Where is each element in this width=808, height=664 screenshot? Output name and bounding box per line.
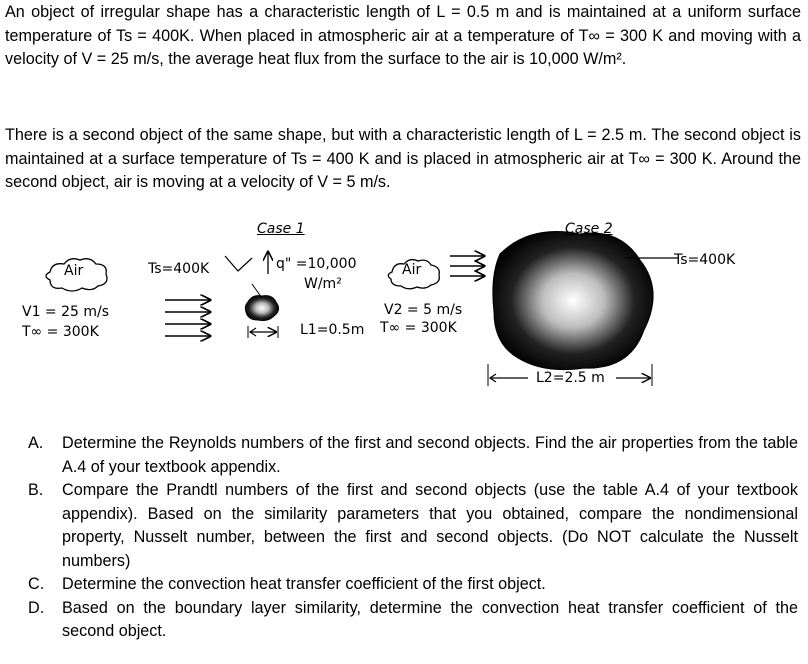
question-item <box>28 573 798 597</box>
case2-velocity: V2 = 5 m/s <box>384 302 463 318</box>
question-label: B. <box>28 481 44 499</box>
problem-paragraph-2: There is a second object of the same shape, but with a characteristic length of L = 2.5 m. The second object is maintained at a surface temperature of Ts = 400 K and is placed in atmospheric air at T∞ = 300 K. Around the second object, air is moving at a velocity of V = 5 m/s. <box>5 126 801 191</box>
case1-length: L1=0.5m <box>300 322 365 338</box>
case1-velocity: V1 = 25 m/s <box>22 304 110 320</box>
case1-heat-flux-unit: W/m² <box>304 276 342 292</box>
case1-surface-temp: Ts=400K <box>148 261 210 277</box>
case2-object <box>493 232 653 370</box>
question-text: Based on the boundary layer similarity, determine the convection heat transfer coefficient of the second object. <box>62 598 798 640</box>
question-text: Determine the Reynolds numbers of the first and second objects. Find the air properties from the table A.4 of your textbook appendix. <box>62 434 798 476</box>
case2-title: Case 2 <box>565 221 613 237</box>
case1-object <box>245 296 278 321</box>
case1-air-label: Air <box>64 263 84 279</box>
question-text: Determine the convection heat transfer coefficient of the first object. <box>62 575 546 593</box>
diagram-drawing <box>0 214 808 424</box>
question-label: C. <box>28 575 45 593</box>
question-list <box>28 432 798 644</box>
case1-title: Case 1 <box>257 221 305 237</box>
problem-paragraph-1: An object of irregular shape has a characteristic length of L = 0.5 m and is maintained at a uniform surface temperature of Ts = 400K. When placed in atmospheric air at a temperature of T∞ = 300 K and moving with a velocity of V = 25 m/s, the average heat flux from the surface to the air is 10,000 W/m². <box>5 3 801 68</box>
problem-diagram <box>0 214 808 424</box>
question-item <box>28 479 798 573</box>
question-item <box>28 597 798 644</box>
case2-length: L2=2.5 m <box>536 370 605 386</box>
case2-surface-temp: Ts=400K <box>674 252 736 268</box>
case2-temperature: T∞ = 300K <box>380 320 457 336</box>
question-label: A. <box>28 434 44 452</box>
case2-air-label: Air <box>402 262 422 278</box>
question-item <box>28 432 798 479</box>
question-text: Compare the Prandtl numbers of the first and second objects (use the table A.4 of your textbook appendix). Based on the similarity parameters that you obtained, compare the nondimensional property, Nusselt number, between the first and second objects. (Do NOT calculate the Nusselt numbers) <box>62 481 798 570</box>
case1-heat-flux: q" =10,000 <box>276 256 357 272</box>
question-label: D. <box>28 598 45 617</box>
case1-temperature: T∞ = 300K <box>22 324 99 340</box>
